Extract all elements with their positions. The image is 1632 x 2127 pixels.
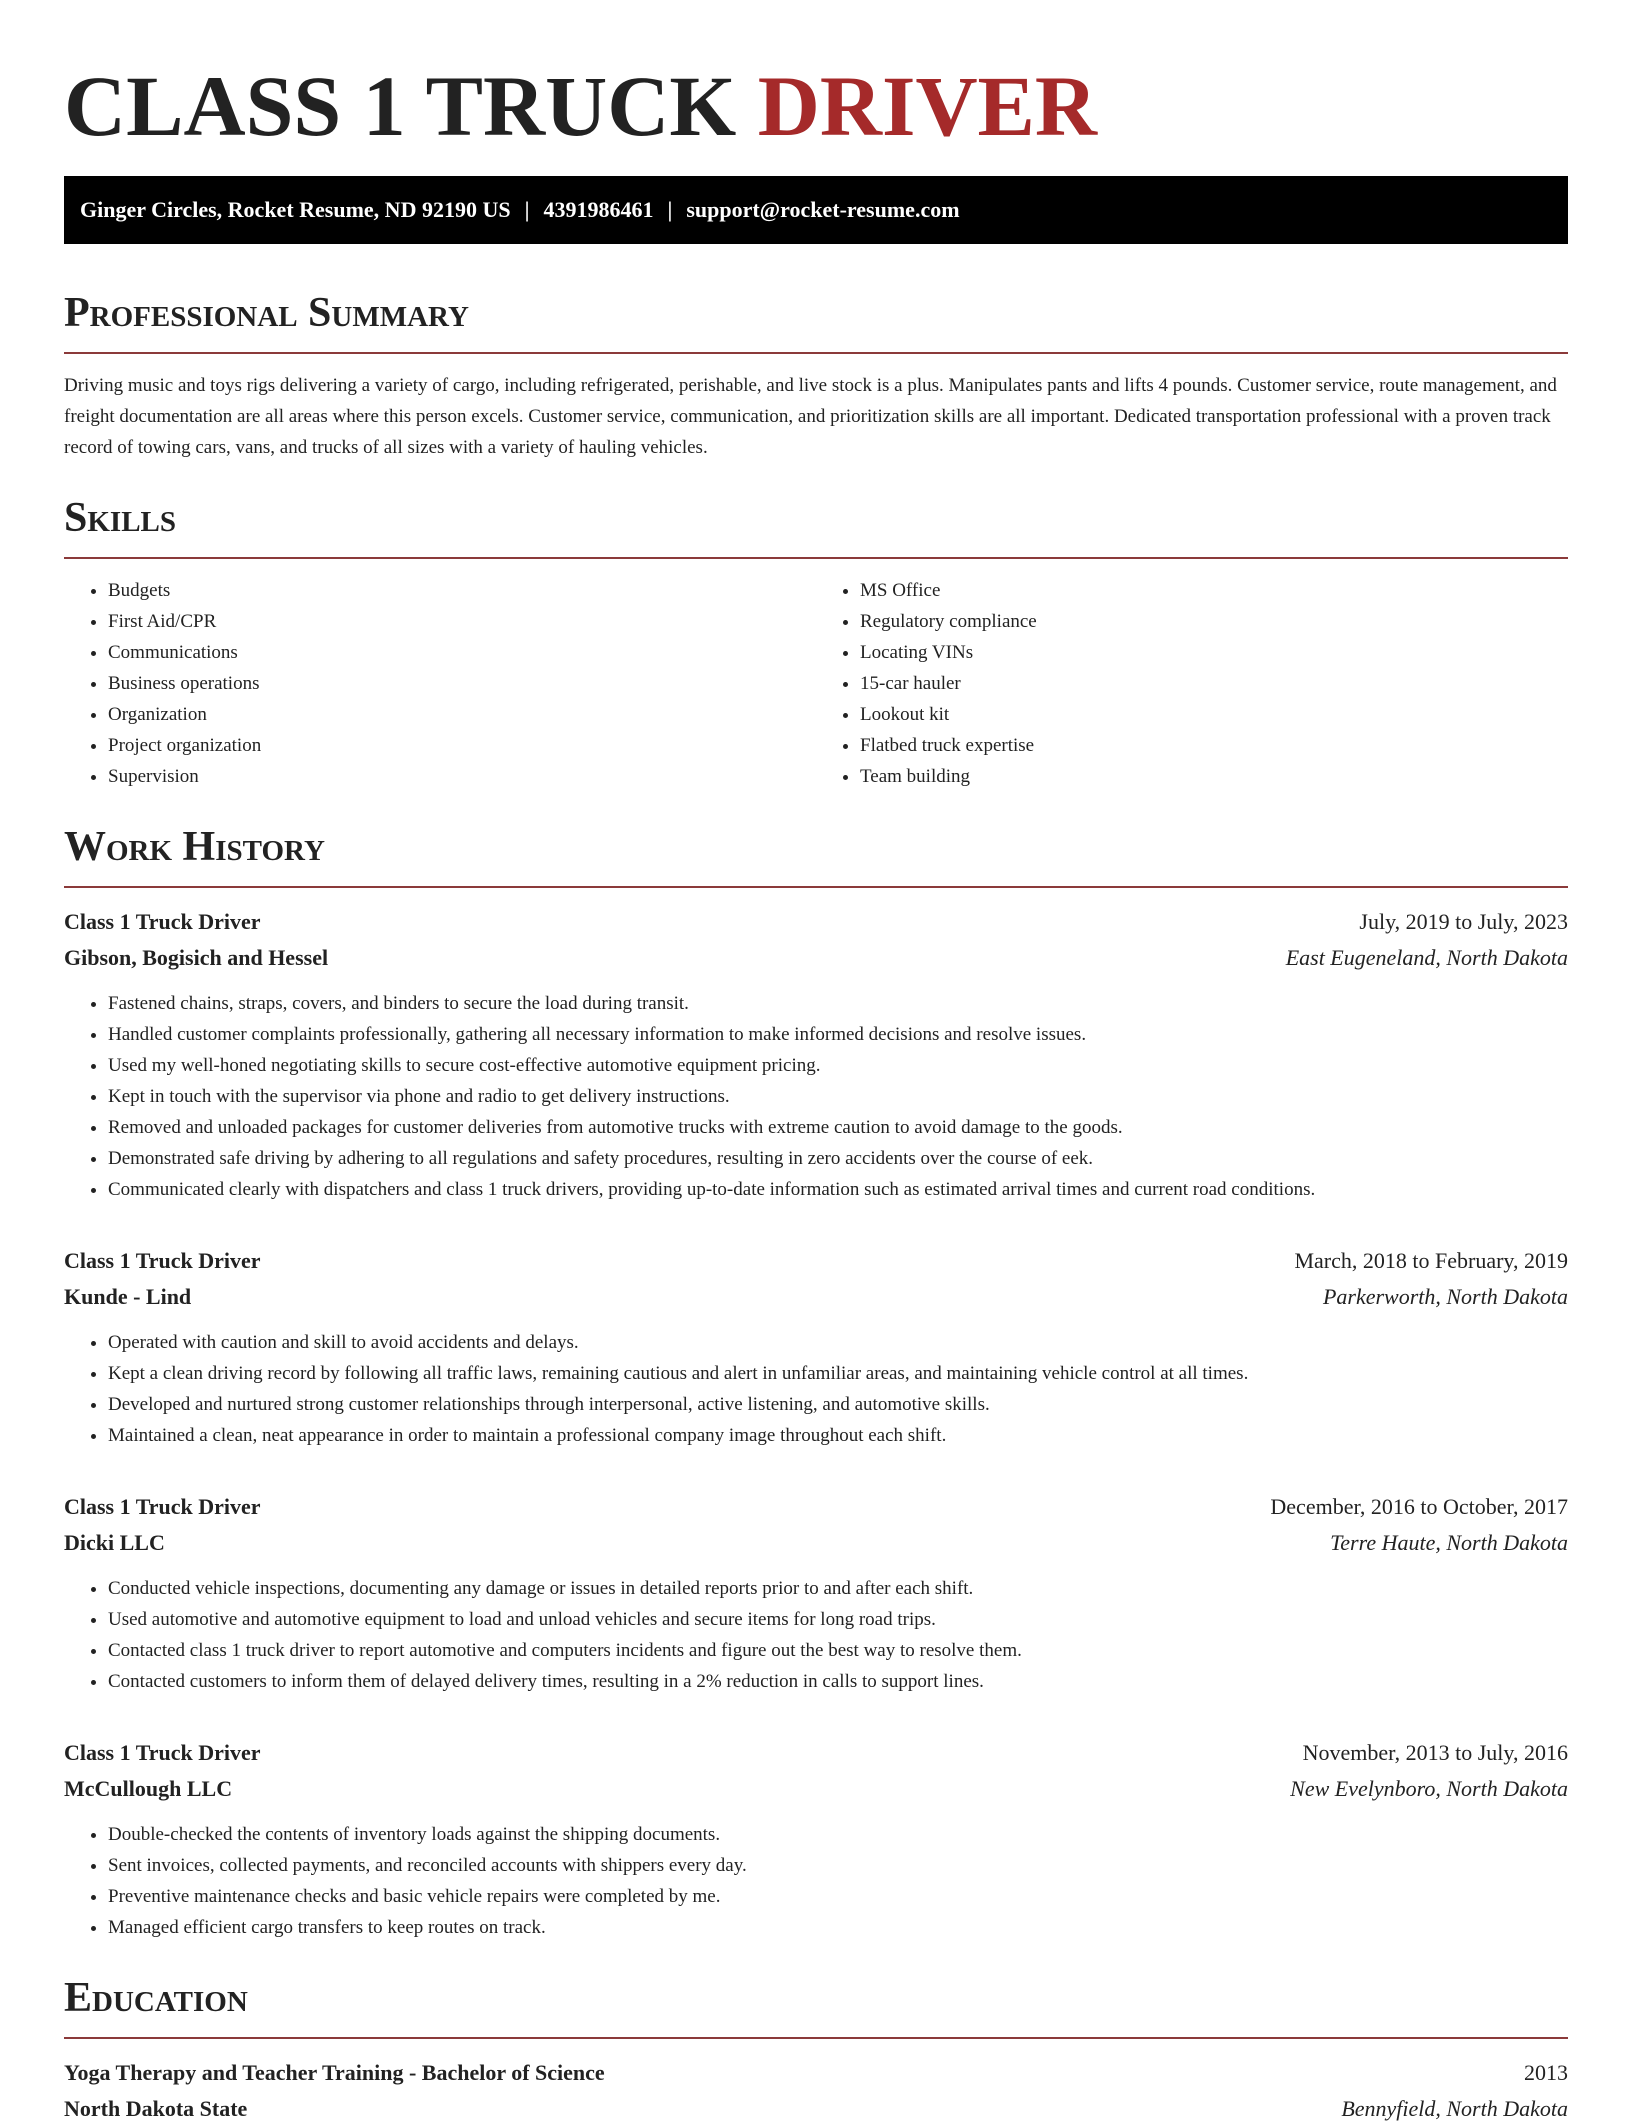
contact-separator: | — [667, 197, 673, 222]
job-company-row — [64, 940, 1568, 976]
job-dates: March, 2018 to February, 2019 — [1294, 1248, 1568, 1273]
job-entry — [64, 1489, 1568, 1697]
skill-item: • Organization — [108, 699, 816, 730]
summary-section — [64, 288, 1568, 463]
job-bullet: • Maintained a clean, neat appearance in order to maintain a professional company image throughout each shift. — [108, 1420, 1568, 1451]
skill-item: • Locating VINs — [860, 637, 1568, 668]
education-year: 2013 — [1524, 2060, 1568, 2085]
skill-item: • Lookout kit — [860, 699, 1568, 730]
job-bullet: • Contacted class 1 truck driver to report automotive and computers incidents and figure out the best way to resolve them. — [108, 1635, 1568, 1666]
job-bullet: • Fastened chains, straps, covers, and binders to secure the load during transit. — [108, 988, 1568, 1019]
skill-item: • Budgets — [108, 575, 816, 606]
job-bullet: • Sent invoices, collected payments, and reconciled accounts with shippers every day. — [108, 1850, 1568, 1881]
job-company: McCullough LLC — [64, 1776, 233, 1801]
job-bullet: • Double-checked the contents of inventory loads against the shipping documents. — [108, 1819, 1568, 1850]
skills-right-list — [816, 575, 1568, 792]
skill-item: • Project organization — [108, 730, 816, 761]
education-location: Bennyfield, North Dakota — [1341, 2096, 1568, 2121]
education-header-row — [64, 2055, 1568, 2091]
summary-text: Driving music and toys rigs delivering a variety of cargo, including refrigerated, perishable, and live stock is a plus. Manipulates pants and lifts 4 pounds. Customer service, route management, and freight documentation are all areas where this person excels. Customer service, communication, and prioritization skills are all important. Dedicated transportation professional with a proven track record of towing cars, vans, and trucks of all sizes with a variety of hauling vehicles. — [64, 375, 1557, 458]
job-bullet: • Preventive maintenance checks and basic vehicle repairs were completed by me. — [108, 1881, 1568, 1912]
job-company-row — [64, 1525, 1568, 1561]
job-location: Terre Haute, North Dakota — [1330, 1530, 1568, 1555]
job-company: Dicki LLC — [64, 1530, 165, 1555]
job-bullet: • Contacted customers to inform them of delayed delivery times, resulting in a 2% reduction in calls to support lines. — [108, 1666, 1568, 1697]
job-title: Class 1 Truck Driver — [64, 1494, 261, 1519]
summary-heading: Professional Summary — [64, 288, 1568, 354]
education-school: North Dakota State — [64, 2096, 248, 2121]
job-dates: November, 2013 to July, 2016 — [1302, 1740, 1568, 1765]
education-school-row — [64, 2091, 1568, 2127]
job-dates: July, 2019 to July, 2023 — [1359, 909, 1568, 934]
skills-section — [64, 493, 1568, 792]
work-history-section — [64, 822, 1568, 1943]
job-title: Class 1 Truck Driver — [64, 1740, 261, 1765]
job-bullet: • Used automotive and automotive equipment to load and unload vehicles and secure items for long road trips. — [108, 1604, 1568, 1635]
job-dates: December, 2016 to October, 2017 — [1270, 1494, 1568, 1519]
job-bullet: • Used my well-honed negotiating skills to secure cost-effective automotive equipment pricing. — [108, 1050, 1568, 1081]
skill-item: • Business operations — [108, 668, 816, 699]
skills-heading: Skills — [64, 493, 1568, 559]
job-bullet: • Kept in touch with the supervisor via phone and radio to get delivery instructions. — [108, 1081, 1568, 1112]
job-location: Parkerworth, North Dakota — [1322, 1284, 1568, 1309]
job-header-row — [64, 1489, 1568, 1525]
skill-item: • MS Office — [860, 575, 1568, 606]
skill-item: • Team building — [860, 761, 1568, 792]
resume-name — [64, 56, 1568, 156]
name-accent: DRIVER — [757, 58, 1098, 154]
job-bullets — [64, 1819, 1568, 1943]
job-bullet: • Handled customer complaints professionally, gathering all necessary information to make informed decisions and resolve issues. — [108, 1019, 1568, 1050]
skill-item: • Flatbed truck expertise — [860, 730, 1568, 761]
contact-address: Ginger Circles, Rocket Resume, ND 92190 US — [80, 197, 511, 222]
education-heading: Education — [64, 1973, 1568, 2039]
job-header-row — [64, 1735, 1568, 1771]
job-bullets — [64, 1573, 1568, 1697]
job-bullet: • Conducted vehicle inspections, documenting any damage or issues in detailed reports prior to and after each shift. — [108, 1573, 1568, 1604]
skill-item: • Supervision — [108, 761, 816, 792]
job-header-row — [64, 1243, 1568, 1279]
contact-bar — [64, 176, 1568, 244]
skills-left-list — [64, 575, 816, 792]
skills-columns — [64, 575, 1568, 792]
job-bullet: • Demonstrated safe driving by adhering to all regulations and safety procedures, resulting in zero accidents over the course of eek. — [108, 1143, 1568, 1174]
contact-email: support@rocket-resume.com — [686, 197, 960, 222]
job-location: New Evelynboro, North Dakota — [1290, 1776, 1568, 1801]
job-bullet: • Kept a clean driving record by following all traffic laws, remaining cautious and alert in unfamiliar areas, and maintaining vehicle control at all times. — [108, 1358, 1568, 1389]
job-bullets — [64, 1327, 1568, 1451]
job-header-row — [64, 904, 1568, 940]
job-title: Class 1 Truck Driver — [64, 909, 261, 934]
job-title: Class 1 Truck Driver — [64, 1248, 261, 1273]
education-entry — [64, 2055, 1568, 2127]
job-entry — [64, 1735, 1568, 1943]
job-bullets — [64, 988, 1568, 1205]
education-degree: Yoga Therapy and Teacher Training - Bachelor of Science — [64, 2060, 605, 2085]
job-bullet: • Operated with caution and skill to avoid accidents and delays. — [108, 1327, 1568, 1358]
job-entry — [64, 1243, 1568, 1451]
job-bullet: • Developed and nurtured strong customer relationships through interpersonal, active listening, and automotive skills. — [108, 1389, 1568, 1420]
job-entry — [64, 904, 1568, 1205]
job-bullet: • Managed efficient cargo transfers to keep routes on track. — [108, 1912, 1568, 1943]
job-company-row — [64, 1771, 1568, 1807]
job-company: Gibson, Bogisich and Hessel — [64, 945, 329, 970]
job-company: Kunde - Lind — [64, 1284, 192, 1309]
job-bullet: • Removed and unloaded packages for customer deliveries from automotive trucks with extreme caution to avoid damage to the goods. — [108, 1112, 1568, 1143]
name-main: CLASS 1 TRUCK — [64, 58, 758, 154]
job-bullet: • Communicated clearly with dispatchers and class 1 truck drivers, providing up-to-date information such as estimated arrival times and current road conditions. — [108, 1174, 1568, 1205]
work-history-heading: Work History — [64, 822, 1568, 888]
contact-phone: 4391986461 — [543, 197, 654, 222]
skill-item: • Communications — [108, 637, 816, 668]
job-location: East Eugeneland, North Dakota — [1285, 945, 1568, 970]
skill-item: • Regulatory compliance — [860, 606, 1568, 637]
skill-item: • 15-car hauler — [860, 668, 1568, 699]
skill-item: • First Aid/CPR — [108, 606, 816, 637]
job-company-row — [64, 1279, 1568, 1315]
contact-separator: | — [524, 197, 530, 222]
education-section — [64, 1973, 1568, 2127]
